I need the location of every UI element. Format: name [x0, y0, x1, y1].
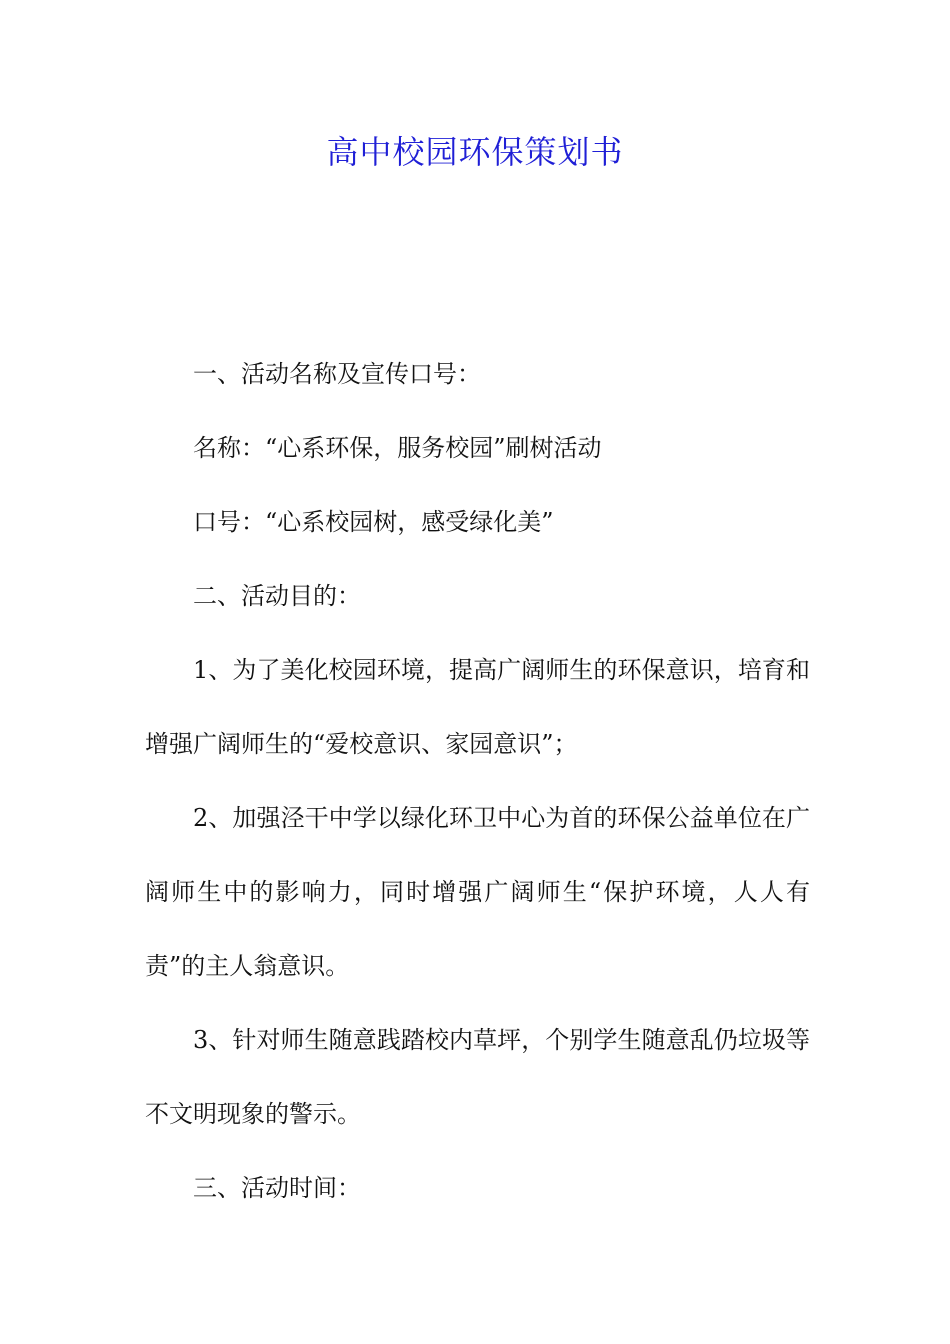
activity-name-line: 名称：“心系环保，服务校园”刷树活动 — [193, 434, 602, 462]
document-body — [145, 337, 810, 1225]
slogan-line: 口号：“心系校园树，感受绿化美” — [193, 508, 554, 536]
purpose-item-2: 2、加强泾干中学以绿化环卫中心为首的环保公益单位在广阔师生中的影响力，同时增强广阔师生“保护环境，人人有责”的主人翁意识。 — [145, 804, 810, 980]
section-heading-purpose: 二、活动目的： — [193, 582, 361, 610]
document-title: 高中校园环保策划书 — [326, 133, 624, 171]
section-heading-activity-name: 一、活动名称及宣传口号： — [193, 360, 481, 388]
purpose-item-3: 3、针对师生随意践踏校内草坪，个别学生随意乱仍垃圾等不文明现象的警示。 — [145, 1026, 810, 1128]
purpose-item-1: 1、为了美化校园环境，提高广阔师生的环保意识，培育和增强广阔师生的“爱校意识、家园意识”； — [145, 656, 810, 758]
section-heading-time: 三、活动时间： — [193, 1174, 361, 1202]
